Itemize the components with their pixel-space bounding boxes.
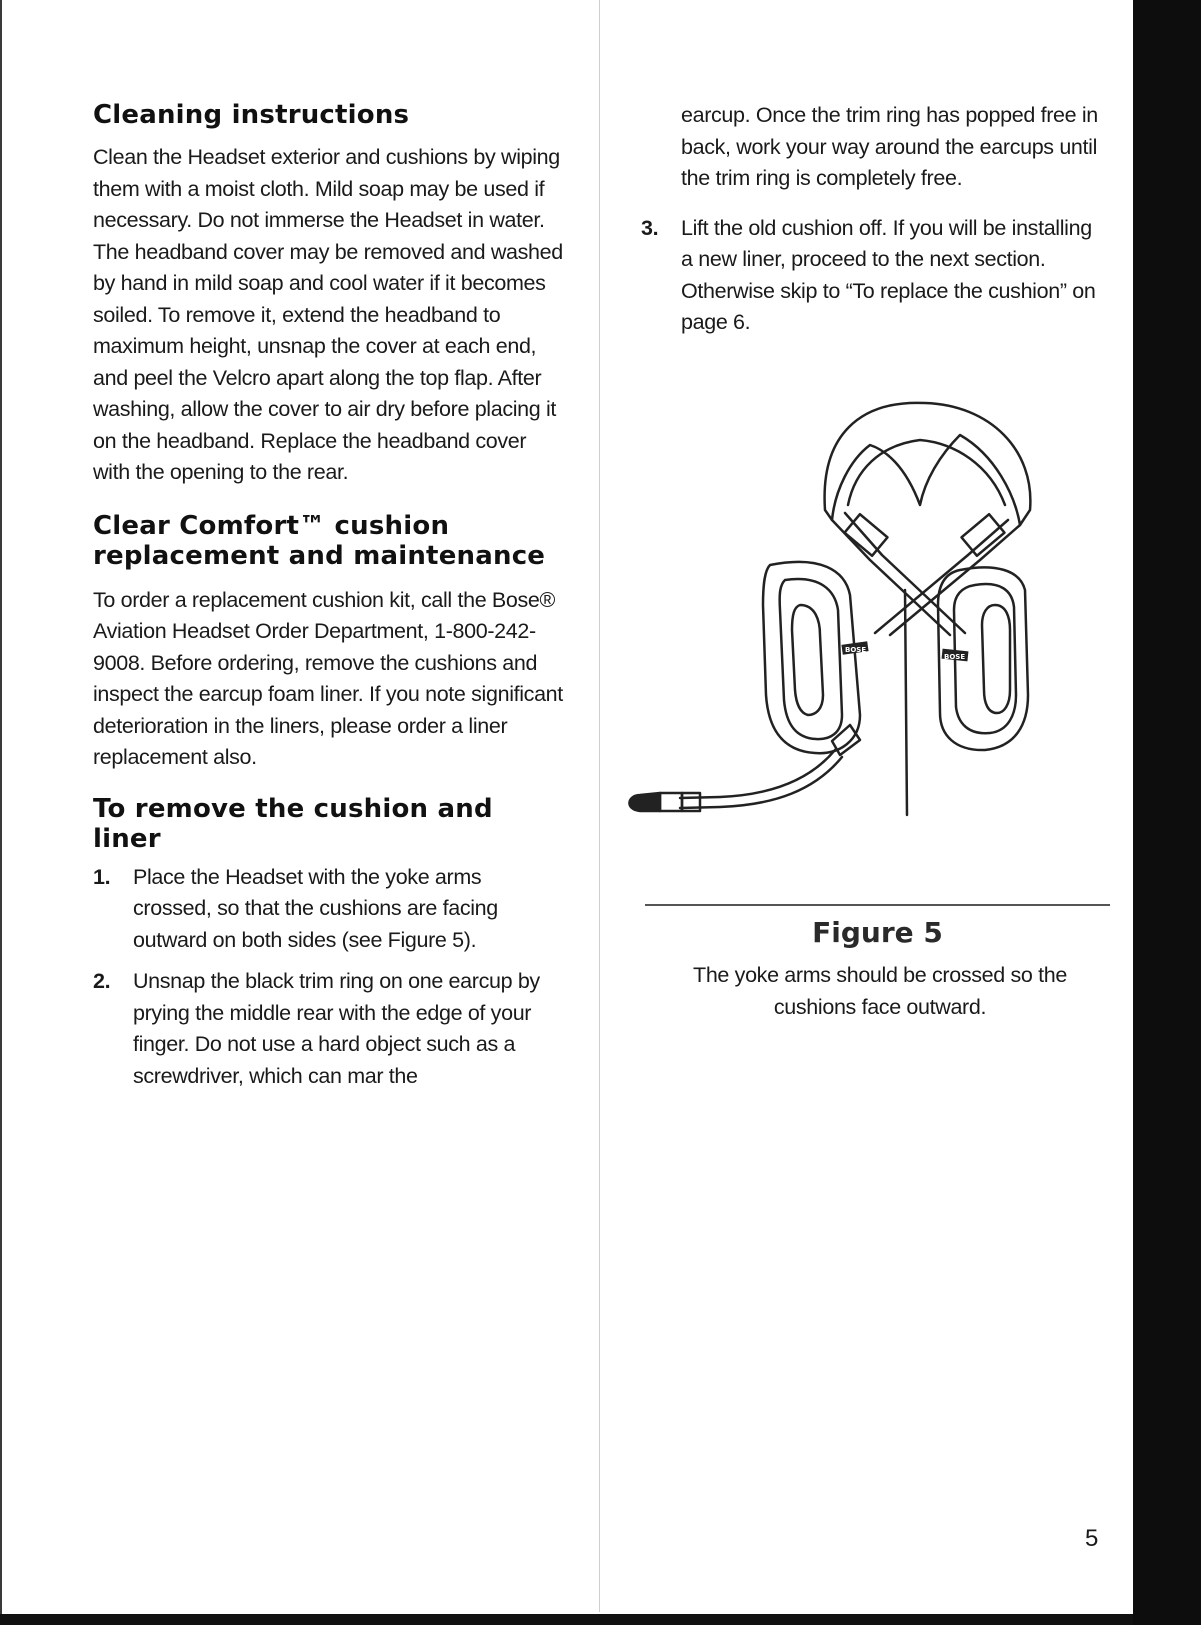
remove-heading: To remove the cushion and liner: [93, 793, 493, 854]
center-fold-line: [599, 0, 600, 1612]
step-3-text: Lift the old cushion off. If you will be installing a new liner, proceed to the next section. Otherwise skip to “To replace the cushion” on page 6.: [681, 215, 1096, 334]
right-column: [641, 100, 1101, 349]
page-number: 5: [1085, 1525, 1099, 1552]
page-left-edge: [0, 0, 2, 1625]
figure-caption: The yoke arms should be crossed so the cushions face outward.: [693, 963, 1067, 1019]
cleaning-body: Clean the Headset exterior and cushions by wiping them with a moist cloth. Mild soap may be used if necessary. Do not immerse the Headset in water. The headband cover may be removed and washed by hand in mild soap and cool water if it becomes soiled. To remove it, extend the headband to maximum height, unsnap the cover at each end, and peel the Velcro apart along the top flap. After washing, allow the cover to air dry before placing it on the headband. Replace the headband cover with the opening to the rear.: [93, 145, 563, 484]
step-2-number: 2.: [93, 969, 111, 993]
figure-divider: [645, 904, 1110, 906]
clear-comfort-body: To order a replacement cushion kit, call the Bose® Aviation Headset Order Department, 1-800-242-9008. Before ordering, remove the cushions and inspect the earcup foam liner. If you note significant deterioration in the liners, please order a liner replacement also.: [93, 587, 563, 769]
step-2: [93, 966, 563, 1092]
step-1: [93, 862, 563, 957]
left-column: [93, 100, 563, 1102]
step-3: [641, 213, 1101, 339]
page-right-edge-bar: [1133, 0, 1201, 1625]
clear-comfort-heading: Clear Comfort™ cushion replacement and maintenance: [93, 510, 546, 571]
figure-title: Figure 5: [812, 916, 943, 949]
page-bottom-edge: [0, 1614, 1201, 1625]
step-2-continued: earcup. Once the trim ring has popped free in back, work your way around the earcups until the trim ring is completely free.: [681, 103, 1098, 190]
step-1-text: Place the Headset with the yoke arms crossed, so that the cushions are facing outward on both sides (see Figure 5).: [133, 864, 498, 952]
step-1-number: 1.: [93, 864, 111, 889]
headset-illustration: [620, 395, 1110, 855]
left-earcup-logo: BOSE: [845, 646, 867, 654]
step-2-text: Unsnap the black trim ring on one earcup by prying the middle rear with the edge of your finger. Do not use a hard object such as a screwdriver, which can mar the: [133, 969, 540, 1088]
right-earcup-logo: BOSE: [944, 653, 966, 661]
cleaning-heading: Cleaning instructions: [93, 100, 410, 130]
step-3-number: 3.: [641, 215, 659, 240]
